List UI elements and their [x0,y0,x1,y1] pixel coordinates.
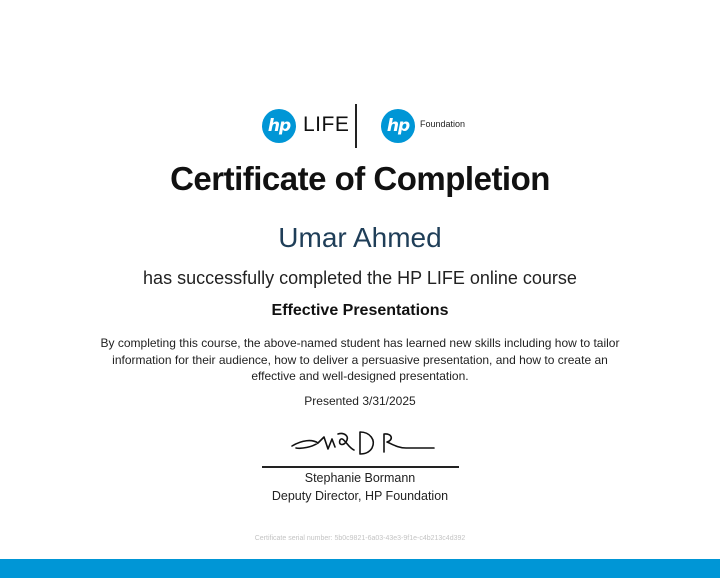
signer-name: Stephanie Bormann [304,471,416,485]
logo-divider [355,104,357,148]
signature-icon [288,428,438,458]
hp-life-logo-text: LIFE [303,113,350,136]
completion-statement: has successfully completed the HP LIFE online course [143,268,577,288]
serial-number: Certificate serial number: 5b0c9821-6a03-43e3-9f1e-c4b213c4d392 [254,535,466,542]
signer-title: Deputy Director, HP Foundation [271,489,449,503]
logo-row [0,104,720,150]
recipient-name: Umar Ahmed [278,222,442,253]
hp-foundation-logo-icon: hp [381,109,415,143]
hp-logo-icon: hp [262,109,296,143]
signature-line [262,466,459,468]
certificate-title: Certificate of Completion [170,160,550,197]
course-name: Effective Presentations [271,302,449,319]
presented-date: Presented 3/31/2025 [304,394,416,408]
course-description: By completing this course, the above-named student has learned new skills including how to tailor information for their audience, how to deliver a persuasive presentation, and how to create an effective and well-designed presentation. [100,336,620,383]
bottom-accent-bar [0,559,720,578]
hp-foundation-logo-text: Foundation [420,119,466,129]
